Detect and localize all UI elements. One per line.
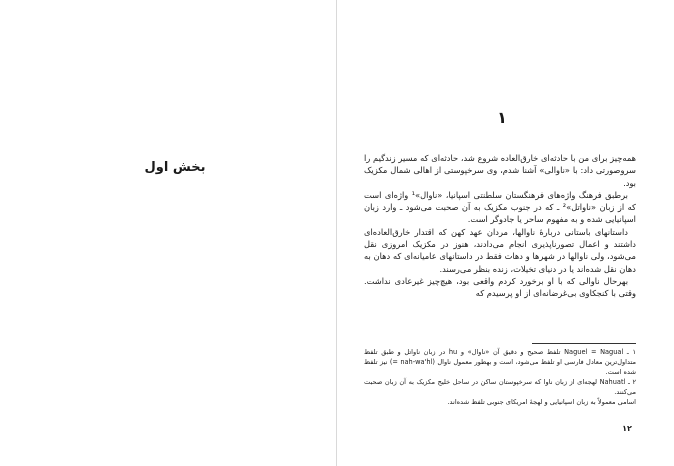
page-number: ۱۲ xyxy=(622,424,632,433)
body-text xyxy=(364,152,636,300)
footnote: اسامی معمولاً به زبان اسپانیایی و لهجهٔ امریکای جنوبی تلفظ شده‌اند. xyxy=(447,398,636,406)
paragraph: همه‌چیز برای من با حادثه‌ای خارق‌العاده شروع شد، حادثه‌ای که مسیر زندگیم را سروصورتی داد: با «ناوالی» آشنا شدم، وی سرخپوستی از اهالی شمال مکزیک بود. xyxy=(364,153,636,188)
paragraph: بهرحال ناوالی که با او برخورد کردم واقعی بود، هیچ‌چیز غیرعادی نداشت. وقتی با کنجکاوی بی‌غرضانه‌ای از او پرسیدم که xyxy=(364,275,636,299)
right-page xyxy=(337,0,674,466)
part-title: بخش اول xyxy=(144,160,206,175)
footnote-divider xyxy=(532,343,636,344)
footnotes xyxy=(364,347,636,407)
footnote: ۱ ـ Naguel = Nagual تلفظ صحیح و دقیق آن «ناوال» و hu در زبان ناواتل و طبق تلفظ متداول‌ترین معادل فارسی او تلفظ می‌شود، است و بهطور معمول ناوال (nah-wa'hl =) نیز تلفظ شده است. xyxy=(364,348,637,376)
paragraph: داستانهای باستانی دربارهٔ ناوالها، مردان عهد کهن که اقتدار خارق‌العاده‌ای داشتند و اعمال تصورناپذیری انجام می‌دادند، هنوز در مکزیک امروزی نقل می‌شود، ولی ناوالها در شهرها و دهات فقط در داستانهای عامیانه‌ای که دهان به دهان نقل شده‌اند یا در دنیای تخیلات، زنده بنظر می‌رسند. xyxy=(364,226,636,274)
left-page xyxy=(0,0,336,466)
chapter-number: ۱ xyxy=(497,108,507,127)
footnote: ۲ ـ Nahuatl لهجه‌ای از زبان ناوا که سرخپوستان ساکن در ساحل خلیج مکزیک به آن زبان صحبت می‌کنند. xyxy=(364,378,637,396)
paragraph: برطبق فرهنگ واژه‌های فرهنگستان سلطنتی اسپانیا، «ناوال»¹ واژه‌ای است که از زبان «ناواتل»² ـ که در جنوب مکزیک به آن صحبت می‌شود ـ وارد زبان اسپانیایی شده و به مفهوم ساحر یا جادوگر است. xyxy=(364,189,636,225)
